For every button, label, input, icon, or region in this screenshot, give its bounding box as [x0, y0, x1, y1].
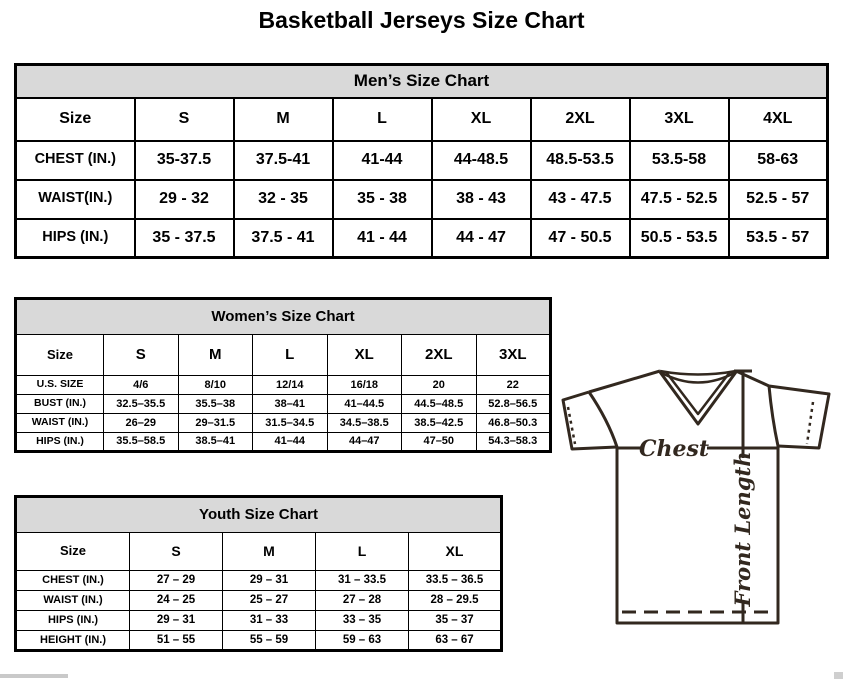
womens-size-value-cell: 16/18 — [327, 376, 402, 395]
youth-size-value-cell: 35 – 37 — [409, 611, 502, 631]
womens-column-header: 3XL — [476, 335, 551, 376]
youth-measurement-row — [16, 591, 502, 611]
youth-row-label: WAIST (IN.) — [16, 591, 130, 611]
womens-row-label: HIPS (IN.) — [16, 433, 104, 452]
youth-size-chart-section — [14, 495, 503, 652]
youth-size-value-cell: 27 – 29 — [130, 571, 223, 591]
womens-size-value-cell: 12/14 — [253, 376, 328, 395]
womens-measurement-row — [16, 395, 551, 414]
womens-column-header: XL — [327, 335, 402, 376]
mens-row-label: HIPS (IN.) — [16, 219, 135, 258]
youth-row-label: CHEST (IN.) — [16, 571, 130, 591]
youth-row-label: HIPS (IN.) — [16, 611, 130, 631]
womens-size-value-cell: 32.5–35.5 — [104, 395, 179, 414]
jersey-measurement-diagram — [556, 362, 843, 662]
womens-measurement-row — [16, 433, 551, 452]
mens-size-value-cell: 35 - 37.5 — [135, 219, 234, 258]
youth-size-value-cell: 59 – 63 — [316, 631, 409, 651]
jersey-collar-back-line — [660, 371, 736, 375]
chest-label: Chest — [638, 436, 710, 462]
jersey-right-shoulder-seam — [736, 371, 769, 386]
mens-size-value-cell: 47 - 50.5 — [531, 219, 630, 258]
womens-row-label: U.S. SIZE — [16, 376, 104, 395]
womens-size-chart-table — [14, 297, 552, 453]
mens-chart-title: Men’s Size Chart — [16, 65, 828, 98]
womens-size-value-cell: 52.8–56.5 — [476, 395, 551, 414]
womens-size-value-cell: 41–44 — [253, 433, 328, 452]
mens-row-label: CHEST (IN.) — [16, 141, 135, 180]
youth-size-value-cell: 29 – 31 — [223, 571, 316, 591]
womens-column-header: Size — [16, 335, 104, 376]
youth-size-value-cell: 29 – 31 — [130, 611, 223, 631]
youth-size-value-cell: 33 – 35 — [316, 611, 409, 631]
mens-measurement-row — [16, 219, 828, 258]
womens-size-value-cell: 4/6 — [104, 376, 179, 395]
youth-size-value-cell: 31 – 33 — [223, 611, 316, 631]
youth-size-value-cell: 33.5 – 36.5 — [409, 571, 502, 591]
womens-column-header: 2XL — [402, 335, 477, 376]
mens-column-header: 2XL — [531, 98, 630, 141]
mens-row-label: WAIST(IN.) — [16, 180, 135, 219]
youth-row-label: HEIGHT (IN.) — [16, 631, 130, 651]
womens-size-value-cell: 22 — [476, 376, 551, 395]
youth-column-header: XL — [409, 533, 502, 571]
youth-size-value-cell: 63 – 67 — [409, 631, 502, 651]
mens-size-chart-table — [14, 63, 829, 259]
womens-measurement-row — [16, 376, 551, 395]
womens-size-value-cell: 35.5–38 — [178, 395, 253, 414]
mens-size-value-cell: 48.5-53.5 — [531, 141, 630, 180]
page-title: Basketball Jerseys Size Chart — [258, 7, 585, 33]
mens-size-value-cell: 35-37.5 — [135, 141, 234, 180]
mens-size-value-cell: 58-63 — [729, 141, 828, 180]
mens-size-value-cell: 38 - 43 — [432, 180, 531, 219]
mens-size-value-cell: 44-48.5 — [432, 141, 531, 180]
youth-size-value-cell: 24 – 25 — [130, 591, 223, 611]
womens-size-value-cell: 38–41 — [253, 395, 328, 414]
womens-column-header: S — [104, 335, 179, 376]
womens-size-chart-section — [14, 297, 552, 453]
womens-size-value-cell: 41–44.5 — [327, 395, 402, 414]
mens-size-value-cell: 50.5 - 53.5 — [630, 219, 729, 258]
womens-chart-title: Women’s Size Chart — [16, 299, 551, 335]
jersey-left-shoulder-seam — [589, 371, 660, 392]
womens-size-value-cell: 38.5–41 — [178, 433, 253, 452]
mens-size-value-cell: 52.5 - 57 — [729, 180, 828, 219]
mens-size-value-cell: 53.5 - 57 — [729, 219, 828, 258]
womens-size-value-cell: 46.8–50.3 — [476, 414, 551, 433]
youth-size-value-cell: 31 – 33.5 — [316, 571, 409, 591]
jersey-right-sleeve-seam-dashed — [807, 402, 813, 444]
womens-size-value-cell: 44.5–48.5 — [402, 395, 477, 414]
horizontal-scrollbar-fragment[interactable] — [0, 674, 68, 678]
mens-column-header: M — [234, 98, 333, 141]
jersey-right-armhole — [769, 386, 778, 446]
youth-measurement-row — [16, 571, 502, 591]
mens-column-header: 4XL — [729, 98, 828, 141]
mens-size-value-cell: 37.5 - 41 — [234, 219, 333, 258]
mens-size-value-cell: 32 - 35 — [234, 180, 333, 219]
womens-size-value-cell: 8/10 — [178, 376, 253, 395]
womens-size-value-cell: 47–50 — [402, 433, 477, 452]
womens-size-value-cell: 54.3–58.3 — [476, 433, 551, 452]
jersey-left-sleeve — [563, 392, 617, 449]
youth-size-chart-table — [14, 495, 503, 652]
womens-column-header: L — [253, 335, 328, 376]
youth-size-value-cell: 28 – 29.5 — [409, 591, 502, 611]
womens-measurement-row — [16, 414, 551, 433]
youth-size-value-cell: 51 – 55 — [130, 631, 223, 651]
womens-size-value-cell: 38.5–42.5 — [402, 414, 477, 433]
womens-size-value-cell: 26–29 — [104, 414, 179, 433]
womens-size-value-cell: 44–47 — [327, 433, 402, 452]
scrollbar-corner-fragment[interactable] — [834, 672, 843, 679]
mens-column-header: XL — [432, 98, 531, 141]
youth-column-header: S — [130, 533, 223, 571]
jersey-left-armhole — [589, 392, 617, 447]
mens-column-header: S — [135, 98, 234, 141]
mens-column-header: 3XL — [630, 98, 729, 141]
mens-size-value-cell: 53.5-58 — [630, 141, 729, 180]
mens-size-chart-section — [14, 63, 829, 259]
youth-size-value-cell: 55 – 59 — [223, 631, 316, 651]
mens-size-value-cell: 41-44 — [333, 141, 432, 180]
youth-column-header: M — [223, 533, 316, 571]
mens-size-value-cell: 43 - 47.5 — [531, 180, 630, 219]
womens-size-value-cell: 35.5–58.5 — [104, 433, 179, 452]
mens-measurement-row — [16, 141, 828, 180]
mens-size-value-cell: 37.5-41 — [234, 141, 333, 180]
youth-measurement-row — [16, 611, 502, 631]
womens-size-value-cell: 31.5–34.5 — [253, 414, 328, 433]
mens-size-value-cell: 47.5 - 52.5 — [630, 180, 729, 219]
womens-size-value-cell: 29–31.5 — [178, 414, 253, 433]
youth-measurement-row — [16, 631, 502, 651]
youth-chart-title: Youth Size Chart — [16, 497, 502, 533]
mens-size-value-cell: 35 - 38 — [333, 180, 432, 219]
mens-size-value-cell: 44 - 47 — [432, 219, 531, 258]
youth-size-value-cell: 25 – 27 — [223, 591, 316, 611]
mens-size-value-cell: 41 - 44 — [333, 219, 432, 258]
womens-size-value-cell: 20 — [402, 376, 477, 395]
mens-measurement-row — [16, 180, 828, 219]
womens-column-header: M — [178, 335, 253, 376]
youth-size-value-cell: 27 – 28 — [316, 591, 409, 611]
womens-row-label: BUST (IN.) — [16, 395, 104, 414]
youth-column-header: L — [316, 533, 409, 571]
youth-column-header: Size — [16, 533, 130, 571]
mens-size-value-cell: 29 - 32 — [135, 180, 234, 219]
mens-column-header: Size — [16, 98, 135, 141]
womens-row-label: WAIST (IN.) — [16, 414, 104, 433]
womens-size-value-cell: 34.5–38.5 — [327, 414, 402, 433]
front-length-label: Front Length — [730, 451, 755, 607]
mens-column-header: L — [333, 98, 432, 141]
